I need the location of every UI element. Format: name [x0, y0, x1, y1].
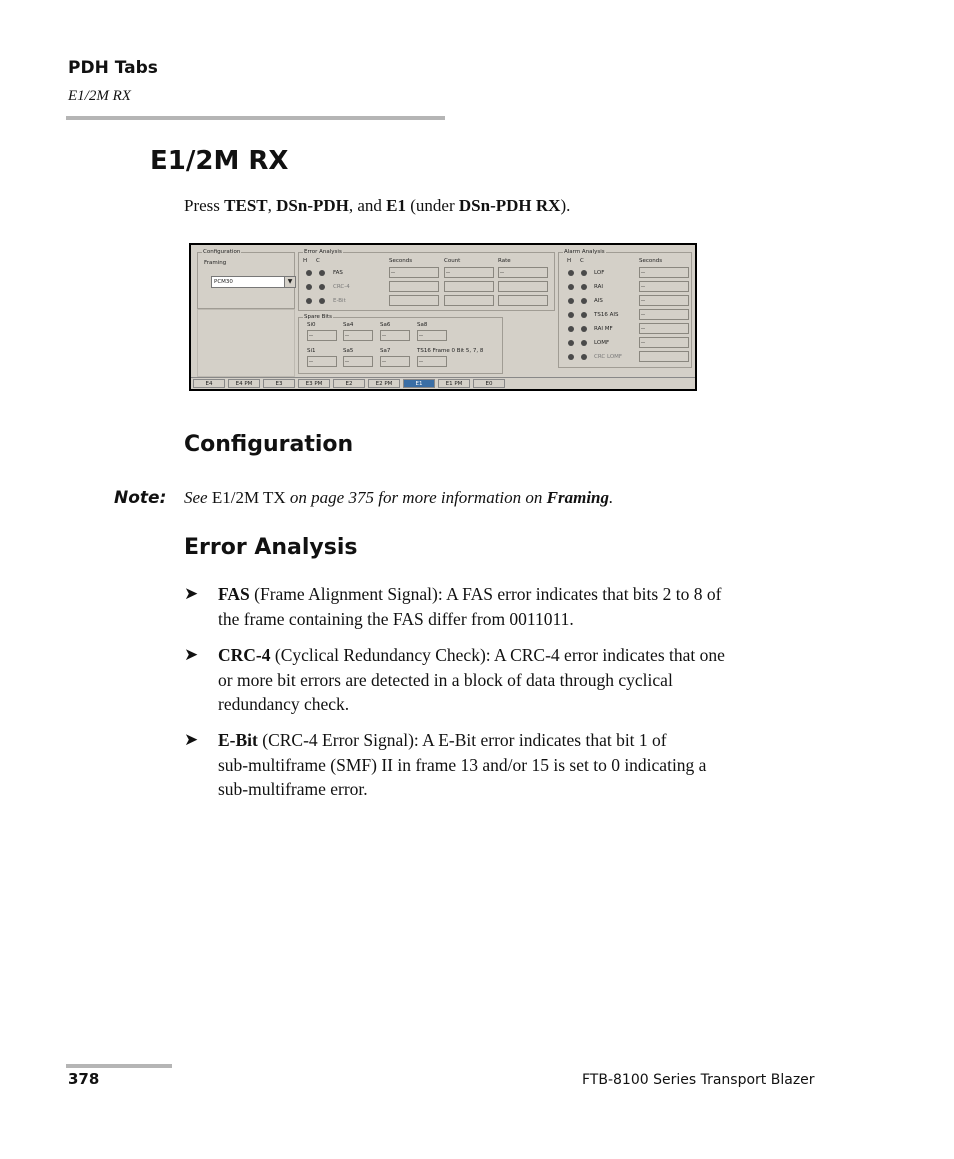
ts16-ais-history-led [568, 312, 574, 318]
running-header-subsection: E1/2M RX [68, 88, 131, 104]
e1-rx-screenshot [189, 243, 697, 391]
ebit-count-field [444, 295, 494, 306]
ais-current-led [581, 298, 587, 304]
rai-history-led [568, 284, 574, 290]
intro-paragraph: Press TEST, DSn-PDH, and E1 (under DSn-PDH RX). [184, 196, 571, 215]
configuration-group-label: Configuration [203, 249, 241, 255]
crc-lomf-seconds-field [639, 351, 689, 362]
error-analysis-heading: Error Analysis [184, 535, 358, 560]
crc4-rate-field [498, 281, 548, 292]
spare-sa7-field: -- [380, 356, 410, 367]
crc4-history-led [306, 284, 312, 290]
crc4-seconds-field [389, 281, 439, 292]
ebit-label: E-Bit [333, 298, 346, 304]
ts16-frame-label: TS16 Frame 0 Bit 5, 7, 8 [417, 348, 484, 354]
bullet-arrow-icon: ➤ [184, 584, 199, 603]
tab-e4[interactable]: E4 [193, 379, 225, 388]
lof-seconds-field: -- [639, 267, 689, 278]
lof-label: LOF [594, 270, 605, 276]
alarm-analysis-group [558, 249, 692, 368]
crc-lomf-history-led [568, 354, 574, 360]
rai-current-led [581, 284, 587, 290]
lomf-seconds-field: -- [639, 337, 689, 348]
error-analysis-group-label: Error Analysis [304, 249, 342, 255]
framing-value: PCM30 [214, 279, 233, 285]
bullet-arrow-icon: ➤ [184, 730, 199, 749]
spare-si1-field: -- [307, 356, 337, 367]
ts16-frame-field: -- [417, 356, 447, 367]
ais-label: AIS [594, 298, 603, 304]
crc4-bullet: CRC-4 (Cyclical Redundancy Check): A CRC-4 error indicates that one or more bit errors are detected in a block of data through cyclical redundancy check. [218, 645, 725, 714]
spare-sa8-field: -- [417, 330, 447, 341]
spare-si0-label: Si0 [307, 322, 316, 328]
spare-sa5-label: Sa5 [343, 348, 354, 354]
spare-sa8-label: Sa8 [417, 322, 428, 328]
lomf-history-led [568, 340, 574, 346]
bullet-arrow-icon: ➤ [184, 645, 199, 664]
fas-label: FAS [333, 270, 343, 276]
error-analysis-group [298, 249, 555, 311]
fas-rate-field: -- [498, 267, 548, 278]
ebit-seconds-field [389, 295, 439, 306]
crc4-current-led [319, 284, 325, 290]
fas-count-field: -- [444, 267, 494, 278]
spare-si1-label: Si1 [307, 348, 316, 354]
rai-mf-label: RAI MF [594, 326, 613, 332]
rai-seconds-field: -- [639, 281, 689, 292]
spare-sa4-field: -- [343, 330, 373, 341]
page-number: 378 [68, 1070, 100, 1088]
lomf-current-led [581, 340, 587, 346]
configuration-heading: Configuration [184, 432, 354, 457]
spare-bits-group-label: Spare Bits [304, 314, 332, 320]
tab-e0[interactable]: E0 [473, 379, 505, 388]
crc4-label: CRC-4 [333, 284, 350, 290]
spare-sa6-label: Sa6 [380, 322, 391, 328]
spare-bits-group [298, 314, 503, 374]
error-c-header: C [316, 258, 320, 264]
rai-mf-current-led [581, 326, 587, 332]
ebit-current-led [319, 298, 325, 304]
ais-history-led [568, 298, 574, 304]
rai-mf-history-led [568, 326, 574, 332]
lof-history-led [568, 270, 574, 276]
ts16-ais-label: TS16 AIS [594, 312, 619, 318]
error-seconds-header: Seconds [389, 258, 413, 264]
lomf-label: LOMF [594, 340, 610, 346]
crc4-count-field [444, 281, 494, 292]
crc-lomf-label: CRC LOMF [594, 354, 623, 360]
ais-seconds-field: -- [639, 295, 689, 306]
rai-label: RAI [594, 284, 603, 290]
framing-select[interactable] [211, 276, 296, 288]
spare-sa6-field: -- [380, 330, 410, 341]
fas-bullet: FAS (Frame Alignment Signal): A FAS error indicates that bits 2 to 8 of the frame containing the FAS differ from 0011011. [218, 584, 722, 629]
crc-lomf-current-led [581, 354, 587, 360]
product-name: FTB-8100 Series Transport Blazer [582, 1072, 815, 1088]
rai-mf-seconds-field: -- [639, 323, 689, 334]
ebit-rate-field [498, 295, 548, 306]
note-label: Note: [114, 488, 167, 508]
footer-rule [66, 1064, 172, 1068]
header-rule [66, 116, 445, 120]
spare-sa5-field: -- [343, 356, 373, 367]
tab-e1[interactable]: E1 [403, 379, 435, 388]
ebit-history-led [306, 298, 312, 304]
lof-current-led [581, 270, 587, 276]
tab-bar [191, 377, 695, 389]
tab-e3[interactable]: E3 [263, 379, 295, 388]
tab-e1-pm[interactable]: E1 PM [438, 379, 470, 388]
tab-e2[interactable]: E2 [333, 379, 365, 388]
ebit-bullet: E-Bit (CRC-4 Error Signal): A E-Bit error indicates that bit 1 of sub-multiframe (SMF) II in frame 13 and/or 15 is set to 0 indicating a sub-multiframe error. [218, 730, 707, 799]
configuration-group [197, 249, 295, 309]
alarm-seconds-header: Seconds [639, 258, 663, 264]
spare-si0-field: -- [307, 330, 337, 341]
error-count-header: Count [444, 258, 461, 264]
note-reference: E1/2M TX [211, 488, 286, 507]
tab-e2-pm[interactable]: E2 PM [368, 379, 400, 388]
fas-history-led [306, 270, 312, 276]
error-rate-header: Rate [498, 258, 511, 264]
alarm-analysis-group-label: Alarm Analysis [564, 249, 605, 255]
page-title: E1/2M RX [150, 146, 289, 176]
running-header-section: PDH Tabs [68, 58, 158, 78]
tab-e4-pm[interactable]: E4 PM [228, 379, 260, 388]
ts16-ais-seconds-field: -- [639, 309, 689, 320]
tab-e3-pm[interactable]: E3 PM [298, 379, 330, 388]
alarm-h-header: H [567, 258, 572, 264]
note-text: See E1/2M TX on page 375 for more information on Framing. [184, 488, 614, 507]
spare-sa4-label: Sa4 [343, 322, 354, 328]
alarm-c-header: C [580, 258, 584, 264]
framing-label: Framing [204, 260, 227, 266]
empty-panel [197, 309, 295, 377]
error-h-header: H [303, 258, 308, 264]
fas-seconds-field: -- [389, 267, 439, 278]
fas-current-led [319, 270, 325, 276]
ts16-ais-current-led [581, 312, 587, 318]
chevron-down-icon[interactable]: ▼ [284, 277, 295, 287]
spare-sa7-label: Sa7 [380, 348, 391, 354]
